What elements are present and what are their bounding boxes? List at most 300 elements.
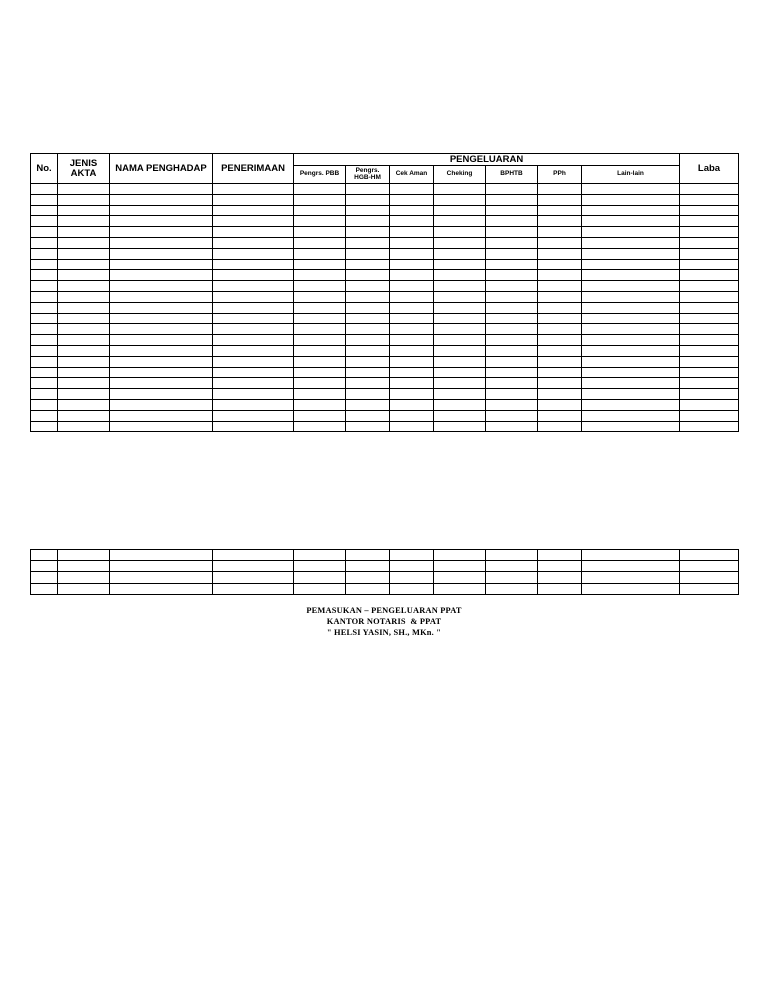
table-cell[interactable]	[110, 194, 213, 205]
table-cell[interactable]	[680, 259, 739, 270]
table-cell[interactable]	[110, 248, 213, 259]
table-cell[interactable]	[680, 399, 739, 410]
table-cell[interactable]	[31, 302, 58, 313]
table-cell[interactable]	[582, 302, 680, 313]
table-cell[interactable]	[486, 421, 538, 432]
table-cell[interactable]	[110, 313, 213, 324]
table-cell[interactable]	[58, 184, 110, 195]
table-cell[interactable]	[213, 345, 294, 356]
table-cell[interactable]	[390, 194, 434, 205]
table-cell[interactable]	[346, 205, 390, 216]
table-cell[interactable]	[538, 302, 582, 313]
table-cell[interactable]	[582, 583, 680, 594]
table-cell[interactable]	[582, 335, 680, 346]
table-cell[interactable]	[538, 356, 582, 367]
table-cell[interactable]	[486, 367, 538, 378]
table-cell[interactable]	[434, 378, 486, 389]
table-cell[interactable]	[58, 378, 110, 389]
table-cell[interactable]	[346, 345, 390, 356]
table-cell[interactable]	[31, 572, 58, 583]
table-cell[interactable]	[486, 302, 538, 313]
table-cell[interactable]	[31, 184, 58, 195]
table-cell[interactable]	[434, 572, 486, 583]
table-cell[interactable]	[110, 389, 213, 400]
table-cell[interactable]	[680, 324, 739, 335]
table-cell[interactable]	[294, 281, 346, 292]
table-cell[interactable]	[31, 313, 58, 324]
table-cell[interactable]	[213, 324, 294, 335]
table-cell[interactable]	[31, 583, 58, 594]
table-cell[interactable]	[680, 205, 739, 216]
table-cell[interactable]	[213, 291, 294, 302]
table-cell[interactable]	[434, 270, 486, 281]
table-cell[interactable]	[434, 399, 486, 410]
table-cell[interactable]	[294, 561, 346, 572]
table-cell[interactable]	[294, 421, 346, 432]
table-cell[interactable]	[346, 421, 390, 432]
table-cell[interactable]	[213, 367, 294, 378]
table-cell[interactable]	[213, 583, 294, 594]
table-cell[interactable]	[213, 281, 294, 292]
table-cell[interactable]	[213, 227, 294, 238]
table-cell[interactable]	[346, 572, 390, 583]
table-cell[interactable]	[58, 216, 110, 227]
table-cell[interactable]	[110, 237, 213, 248]
table-cell[interactable]	[58, 421, 110, 432]
table-cell[interactable]	[680, 335, 739, 346]
table-cell[interactable]	[390, 389, 434, 400]
table-cell[interactable]	[390, 378, 434, 389]
table-cell[interactable]	[294, 313, 346, 324]
table-cell[interactable]	[213, 216, 294, 227]
table-cell[interactable]	[680, 291, 739, 302]
table-cell[interactable]	[390, 313, 434, 324]
table-cell[interactable]	[582, 216, 680, 227]
table-cell[interactable]	[434, 259, 486, 270]
table-cell[interactable]	[486, 270, 538, 281]
table-cell[interactable]	[582, 237, 680, 248]
table-cell[interactable]	[294, 248, 346, 259]
table-cell[interactable]	[31, 356, 58, 367]
table-cell[interactable]	[213, 572, 294, 583]
table-cell[interactable]	[346, 281, 390, 292]
table-cell[interactable]	[58, 550, 110, 561]
table-cell[interactable]	[582, 205, 680, 216]
table-cell[interactable]	[213, 399, 294, 410]
table-cell[interactable]	[110, 259, 213, 270]
table-cell[interactable]	[680, 302, 739, 313]
table-cell[interactable]	[538, 227, 582, 238]
table-cell[interactable]	[680, 367, 739, 378]
table-cell[interactable]	[294, 227, 346, 238]
table-cell[interactable]	[31, 367, 58, 378]
table-cell[interactable]	[58, 194, 110, 205]
table-cell[interactable]	[213, 302, 294, 313]
table-cell[interactable]	[486, 345, 538, 356]
table-cell[interactable]	[110, 270, 213, 281]
table-cell[interactable]	[294, 550, 346, 561]
table-cell[interactable]	[582, 399, 680, 410]
table-cell[interactable]	[434, 356, 486, 367]
table-cell[interactable]	[538, 184, 582, 195]
table-cell[interactable]	[538, 399, 582, 410]
table-cell[interactable]	[486, 194, 538, 205]
table-cell[interactable]	[680, 248, 739, 259]
table-cell[interactable]	[582, 345, 680, 356]
table-cell[interactable]	[58, 291, 110, 302]
table-cell[interactable]	[294, 184, 346, 195]
table-cell[interactable]	[582, 248, 680, 259]
table-cell[interactable]	[582, 378, 680, 389]
table-cell[interactable]	[680, 410, 739, 421]
table-cell[interactable]	[58, 313, 110, 324]
table-cell[interactable]	[58, 367, 110, 378]
table-cell[interactable]	[346, 291, 390, 302]
table-cell[interactable]	[434, 550, 486, 561]
table-cell[interactable]	[213, 356, 294, 367]
table-cell[interactable]	[110, 302, 213, 313]
table-cell[interactable]	[486, 237, 538, 248]
table-cell[interactable]	[390, 367, 434, 378]
table-cell[interactable]	[31, 259, 58, 270]
table-cell[interactable]	[346, 227, 390, 238]
table-cell[interactable]	[110, 335, 213, 346]
table-cell[interactable]	[31, 421, 58, 432]
table-cell[interactable]	[346, 335, 390, 346]
table-cell[interactable]	[31, 291, 58, 302]
table-cell[interactable]	[346, 410, 390, 421]
table-cell[interactable]	[294, 291, 346, 302]
table-cell[interactable]	[538, 237, 582, 248]
table-cell[interactable]	[538, 410, 582, 421]
table-cell[interactable]	[110, 572, 213, 583]
table-cell[interactable]	[680, 313, 739, 324]
table-cell[interactable]	[538, 313, 582, 324]
table-cell[interactable]	[31, 410, 58, 421]
table-cell[interactable]	[390, 583, 434, 594]
table-cell[interactable]	[110, 281, 213, 292]
table-cell[interactable]	[346, 184, 390, 195]
table-cell[interactable]	[538, 194, 582, 205]
table-cell[interactable]	[390, 345, 434, 356]
table-cell[interactable]	[58, 324, 110, 335]
table-cell[interactable]	[58, 345, 110, 356]
table-cell[interactable]	[434, 421, 486, 432]
table-cell[interactable]	[582, 356, 680, 367]
table-cell[interactable]	[680, 561, 739, 572]
table-cell[interactable]	[582, 561, 680, 572]
table-cell[interactable]	[213, 184, 294, 195]
table-cell[interactable]	[390, 561, 434, 572]
table-cell[interactable]	[110, 324, 213, 335]
table-cell[interactable]	[110, 561, 213, 572]
table-cell[interactable]	[58, 281, 110, 292]
table-cell[interactable]	[213, 410, 294, 421]
table-cell[interactable]	[434, 410, 486, 421]
table-cell[interactable]	[31, 389, 58, 400]
table-cell[interactable]	[680, 356, 739, 367]
table-cell[interactable]	[680, 270, 739, 281]
table-cell[interactable]	[213, 561, 294, 572]
table-cell[interactable]	[538, 421, 582, 432]
table-cell[interactable]	[582, 421, 680, 432]
table-cell[interactable]	[486, 324, 538, 335]
table-cell[interactable]	[538, 345, 582, 356]
table-cell[interactable]	[538, 550, 582, 561]
table-cell[interactable]	[434, 281, 486, 292]
table-cell[interactable]	[538, 572, 582, 583]
table-cell[interactable]	[294, 259, 346, 270]
table-cell[interactable]	[538, 561, 582, 572]
table-cell[interactable]	[58, 227, 110, 238]
table-cell[interactable]	[582, 389, 680, 400]
table-cell[interactable]	[434, 313, 486, 324]
table-cell[interactable]	[680, 421, 739, 432]
table-cell[interactable]	[294, 583, 346, 594]
table-cell[interactable]	[213, 389, 294, 400]
table-cell[interactable]	[486, 259, 538, 270]
table-cell[interactable]	[110, 378, 213, 389]
table-cell[interactable]	[294, 399, 346, 410]
table-cell[interactable]	[346, 389, 390, 400]
table-cell[interactable]	[213, 194, 294, 205]
table-cell[interactable]	[582, 281, 680, 292]
table-cell[interactable]	[110, 583, 213, 594]
table-cell[interactable]	[31, 550, 58, 561]
table-cell[interactable]	[390, 421, 434, 432]
table-cell[interactable]	[346, 248, 390, 259]
table-cell[interactable]	[110, 421, 213, 432]
table-cell[interactable]	[434, 324, 486, 335]
table-cell[interactable]	[680, 378, 739, 389]
table-cell[interactable]	[31, 561, 58, 572]
table-cell[interactable]	[434, 205, 486, 216]
table-cell[interactable]	[486, 399, 538, 410]
table-cell[interactable]	[346, 561, 390, 572]
table-cell[interactable]	[31, 237, 58, 248]
table-cell[interactable]	[680, 345, 739, 356]
table-cell[interactable]	[58, 302, 110, 313]
table-cell[interactable]	[58, 248, 110, 259]
table-cell[interactable]	[486, 356, 538, 367]
table-cell[interactable]	[538, 259, 582, 270]
table-cell[interactable]	[213, 205, 294, 216]
table-cell[interactable]	[582, 324, 680, 335]
table-cell[interactable]	[294, 216, 346, 227]
table-cell[interactable]	[538, 270, 582, 281]
table-cell[interactable]	[58, 237, 110, 248]
table-cell[interactable]	[486, 281, 538, 292]
table-cell[interactable]	[58, 356, 110, 367]
table-cell[interactable]	[294, 205, 346, 216]
table-cell[interactable]	[390, 227, 434, 238]
table-cell[interactable]	[58, 335, 110, 346]
table-cell[interactable]	[486, 205, 538, 216]
table-cell[interactable]	[294, 378, 346, 389]
table-cell[interactable]	[538, 248, 582, 259]
table-cell[interactable]	[538, 281, 582, 292]
table-cell[interactable]	[31, 227, 58, 238]
table-cell[interactable]	[680, 389, 739, 400]
table-cell[interactable]	[31, 345, 58, 356]
table-cell[interactable]	[346, 216, 390, 227]
table-cell[interactable]	[582, 550, 680, 561]
table-cell[interactable]	[390, 572, 434, 583]
table-cell[interactable]	[486, 583, 538, 594]
table-cell[interactable]	[434, 227, 486, 238]
table-cell[interactable]	[390, 356, 434, 367]
table-cell[interactable]	[434, 561, 486, 572]
table-cell[interactable]	[294, 572, 346, 583]
table-cell[interactable]	[538, 389, 582, 400]
table-cell[interactable]	[294, 389, 346, 400]
table-cell[interactable]	[294, 270, 346, 281]
table-cell[interactable]	[680, 583, 739, 594]
table-cell[interactable]	[486, 550, 538, 561]
table-cell[interactable]	[538, 291, 582, 302]
table-cell[interactable]	[31, 324, 58, 335]
table-cell[interactable]	[582, 259, 680, 270]
table-cell[interactable]	[538, 583, 582, 594]
table-cell[interactable]	[434, 583, 486, 594]
table-cell[interactable]	[110, 205, 213, 216]
table-cell[interactable]	[582, 313, 680, 324]
table-cell[interactable]	[294, 356, 346, 367]
table-cell[interactable]	[110, 356, 213, 367]
table-cell[interactable]	[390, 281, 434, 292]
table-cell[interactable]	[390, 205, 434, 216]
table-cell[interactable]	[58, 270, 110, 281]
table-cell[interactable]	[58, 399, 110, 410]
table-cell[interactable]	[58, 583, 110, 594]
table-cell[interactable]	[346, 583, 390, 594]
table-cell[interactable]	[31, 281, 58, 292]
table-cell[interactable]	[486, 184, 538, 195]
table-cell[interactable]	[213, 270, 294, 281]
table-cell[interactable]	[390, 237, 434, 248]
table-cell[interactable]	[390, 270, 434, 281]
table-cell[interactable]	[390, 302, 434, 313]
table-cell[interactable]	[390, 324, 434, 335]
table-cell[interactable]	[346, 270, 390, 281]
table-cell[interactable]	[538, 216, 582, 227]
table-cell[interactable]	[213, 259, 294, 270]
table-cell[interactable]	[390, 335, 434, 346]
table-cell[interactable]	[434, 216, 486, 227]
table-cell[interactable]	[582, 227, 680, 238]
table-cell[interactable]	[110, 291, 213, 302]
table-cell[interactable]	[58, 572, 110, 583]
table-cell[interactable]	[582, 291, 680, 302]
table-cell[interactable]	[213, 421, 294, 432]
table-cell[interactable]	[110, 399, 213, 410]
table-cell[interactable]	[680, 237, 739, 248]
table-cell[interactable]	[31, 270, 58, 281]
table-cell[interactable]	[434, 237, 486, 248]
table-cell[interactable]	[58, 205, 110, 216]
table-cell[interactable]	[346, 399, 390, 410]
table-cell[interactable]	[486, 291, 538, 302]
table-cell[interactable]	[346, 259, 390, 270]
table-cell[interactable]	[486, 248, 538, 259]
table-cell[interactable]	[434, 345, 486, 356]
table-cell[interactable]	[213, 550, 294, 561]
table-cell[interactable]	[390, 259, 434, 270]
table-cell[interactable]	[434, 291, 486, 302]
table-cell[interactable]	[582, 410, 680, 421]
table-cell[interactable]	[538, 367, 582, 378]
table-cell[interactable]	[346, 356, 390, 367]
table-cell[interactable]	[346, 550, 390, 561]
table-cell[interactable]	[486, 561, 538, 572]
table-cell[interactable]	[538, 205, 582, 216]
table-cell[interactable]	[31, 378, 58, 389]
table-cell[interactable]	[434, 194, 486, 205]
table-cell[interactable]	[294, 335, 346, 346]
table-cell[interactable]	[390, 248, 434, 259]
table-cell[interactable]	[680, 572, 739, 583]
table-cell[interactable]	[486, 335, 538, 346]
table-cell[interactable]	[582, 572, 680, 583]
table-cell[interactable]	[294, 345, 346, 356]
table-cell[interactable]	[31, 399, 58, 410]
table-cell[interactable]	[434, 248, 486, 259]
table-cell[interactable]	[110, 410, 213, 421]
table-cell[interactable]	[31, 194, 58, 205]
table-cell[interactable]	[110, 367, 213, 378]
table-cell[interactable]	[486, 313, 538, 324]
table-cell[interactable]	[486, 227, 538, 238]
table-cell[interactable]	[434, 389, 486, 400]
table-cell[interactable]	[110, 345, 213, 356]
table-cell[interactable]	[294, 194, 346, 205]
table-cell[interactable]	[680, 194, 739, 205]
table-cell[interactable]	[538, 378, 582, 389]
table-cell[interactable]	[58, 389, 110, 400]
table-cell[interactable]	[213, 378, 294, 389]
table-cell[interactable]	[346, 194, 390, 205]
table-cell[interactable]	[582, 367, 680, 378]
table-cell[interactable]	[680, 227, 739, 238]
table-cell[interactable]	[390, 550, 434, 561]
table-cell[interactable]	[58, 561, 110, 572]
table-cell[interactable]	[486, 378, 538, 389]
table-cell[interactable]	[58, 259, 110, 270]
table-cell[interactable]	[390, 399, 434, 410]
table-cell[interactable]	[346, 237, 390, 248]
table-cell[interactable]	[390, 216, 434, 227]
table-cell[interactable]	[390, 410, 434, 421]
table-cell[interactable]	[213, 313, 294, 324]
table-cell[interactable]	[680, 550, 739, 561]
table-cell[interactable]	[31, 248, 58, 259]
table-cell[interactable]	[213, 237, 294, 248]
table-cell[interactable]	[346, 367, 390, 378]
table-cell[interactable]	[582, 270, 680, 281]
table-cell[interactable]	[486, 389, 538, 400]
table-cell[interactable]	[346, 324, 390, 335]
table-cell[interactable]	[582, 194, 680, 205]
table-cell[interactable]	[390, 184, 434, 195]
table-cell[interactable]	[346, 313, 390, 324]
table-cell[interactable]	[680, 184, 739, 195]
table-cell[interactable]	[58, 410, 110, 421]
table-cell[interactable]	[31, 335, 58, 346]
table-cell[interactable]	[294, 367, 346, 378]
table-cell[interactable]	[582, 184, 680, 195]
table-cell[interactable]	[486, 572, 538, 583]
table-cell[interactable]	[346, 302, 390, 313]
